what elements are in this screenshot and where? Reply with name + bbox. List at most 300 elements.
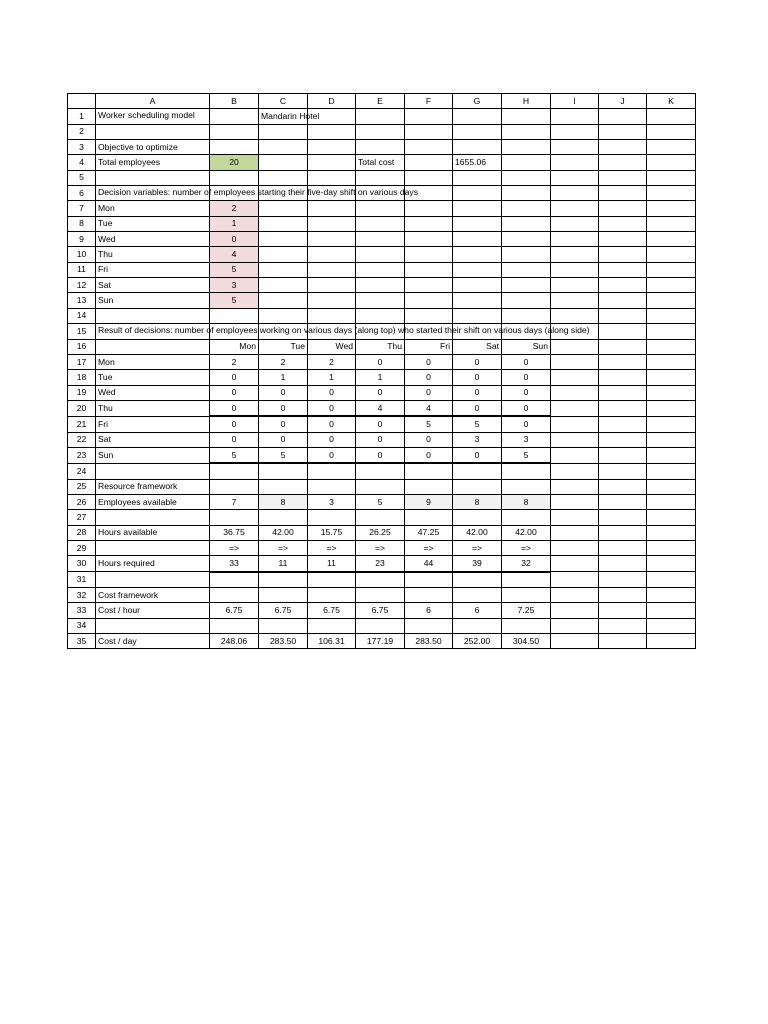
cell-i30[interactable]: [551, 556, 599, 572]
cell-i7[interactable]: [551, 201, 599, 216]
cell-i3[interactable]: [551, 140, 599, 155]
column-header-a[interactable]: A: [96, 94, 210, 109]
cell-i2[interactable]: [551, 124, 599, 139]
row-header[interactable]: 20: [68, 400, 96, 416]
cell-k33[interactable]: [647, 603, 696, 618]
cell-k28[interactable]: [647, 525, 696, 540]
cell-b1[interactable]: [210, 109, 259, 124]
cell-i21[interactable]: [551, 416, 599, 432]
cell-c8[interactable]: [259, 216, 308, 231]
cell-d4[interactable]: [308, 155, 356, 170]
cell-g4[interactable]: 1655.06: [453, 155, 502, 170]
cell-g33[interactable]: 6: [453, 603, 502, 618]
cell-a26[interactable]: Employees available: [96, 494, 210, 509]
cell-c9[interactable]: [259, 232, 308, 247]
cell-b7[interactable]: 2: [210, 201, 259, 216]
cell-h21[interactable]: 0: [502, 416, 551, 432]
cell-f4[interactable]: [405, 155, 453, 170]
cell-i16[interactable]: [551, 339, 599, 354]
cell-f29[interactable]: =>: [405, 540, 453, 555]
cell-f7[interactable]: [405, 201, 453, 216]
cell-h29[interactable]: =>: [502, 540, 551, 555]
cell-b33[interactable]: 6.75: [210, 603, 259, 618]
cell-a21[interactable]: Fri: [96, 416, 210, 432]
cell-h1[interactable]: [502, 109, 551, 124]
row-header[interactable]: 6: [68, 186, 96, 201]
cell-f33[interactable]: 6: [405, 603, 453, 618]
column-header-h[interactable]: H: [502, 94, 551, 109]
cell-k15[interactable]: [647, 324, 696, 339]
cell-j34[interactable]: [599, 618, 647, 633]
cell-b4[interactable]: 20: [210, 155, 259, 170]
cell-c1[interactable]: Mandarin Hotel: [259, 109, 308, 124]
cell-g23[interactable]: 0: [453, 447, 502, 463]
cell-e22[interactable]: 0: [356, 432, 405, 447]
cell-i26[interactable]: [551, 494, 599, 509]
cell-k18[interactable]: [647, 370, 696, 385]
cell-c24[interactable]: [259, 463, 308, 479]
cell-i31[interactable]: [551, 572, 599, 588]
cell-k16[interactable]: [647, 339, 696, 354]
cell-i27[interactable]: [551, 510, 599, 525]
cell-e27[interactable]: [356, 510, 405, 525]
cell-d24[interactable]: [308, 463, 356, 479]
cell-d14[interactable]: [308, 308, 356, 323]
cell-a3[interactable]: Objective to optimize: [96, 140, 210, 155]
cell-a30[interactable]: Hours required: [96, 556, 210, 572]
cell-b19[interactable]: 0: [210, 385, 259, 400]
cell-f30[interactable]: 44: [405, 556, 453, 572]
cell-h14[interactable]: [502, 308, 551, 323]
cell-j14[interactable]: [599, 308, 647, 323]
cell-b18[interactable]: 0: [210, 370, 259, 385]
cell-h11[interactable]: [502, 262, 551, 277]
column-header-k[interactable]: K: [647, 94, 696, 109]
cell-g34[interactable]: [453, 618, 502, 633]
cell-i14[interactable]: [551, 308, 599, 323]
cell-a12[interactable]: Sat: [96, 278, 210, 293]
cell-j19[interactable]: [599, 385, 647, 400]
cell-a27[interactable]: [96, 510, 210, 525]
cell-i34[interactable]: [551, 618, 599, 633]
cell-g13[interactable]: [453, 293, 502, 308]
row-header[interactable]: 27: [68, 510, 96, 525]
column-header-f[interactable]: F: [405, 94, 453, 109]
column-header-c[interactable]: C: [259, 94, 308, 109]
cell-a5[interactable]: [96, 170, 210, 185]
cell-k21[interactable]: [647, 416, 696, 432]
cell-k17[interactable]: [647, 354, 696, 369]
cell-i18[interactable]: [551, 370, 599, 385]
cell-d9[interactable]: [308, 232, 356, 247]
row-header[interactable]: 17: [68, 354, 96, 369]
cell-k25[interactable]: [647, 479, 696, 494]
cell-d8[interactable]: [308, 216, 356, 231]
cell-b32[interactable]: [210, 588, 259, 603]
cell-f9[interactable]: [405, 232, 453, 247]
column-header-j[interactable]: J: [599, 94, 647, 109]
cell-h26[interactable]: 8: [502, 494, 551, 509]
cell-b8[interactable]: 1: [210, 216, 259, 231]
cell-j9[interactable]: [599, 232, 647, 247]
column-header-e[interactable]: E: [356, 94, 405, 109]
cell-e28[interactable]: 26.25: [356, 525, 405, 540]
cell-e12[interactable]: [356, 278, 405, 293]
cell-k20[interactable]: [647, 400, 696, 416]
cell-b34[interactable]: [210, 618, 259, 633]
cell-d26[interactable]: 3: [308, 494, 356, 509]
cell-b21[interactable]: 0: [210, 416, 259, 432]
cell-i1[interactable]: [551, 109, 599, 124]
cell-f18[interactable]: 0: [405, 370, 453, 385]
cell-k9[interactable]: [647, 232, 696, 247]
cell-d2[interactable]: [308, 124, 356, 139]
cell-h22[interactable]: 3: [502, 432, 551, 447]
cell-h3[interactable]: [502, 140, 551, 155]
cell-a11[interactable]: Fri: [96, 262, 210, 277]
cell-k31[interactable]: [647, 572, 696, 588]
cell-h12[interactable]: [502, 278, 551, 293]
row-header[interactable]: 29: [68, 540, 96, 555]
cell-b11[interactable]: 5: [210, 262, 259, 277]
cell-c22[interactable]: 0: [259, 432, 308, 447]
row-header[interactable]: 22: [68, 432, 96, 447]
cell-f2[interactable]: [405, 124, 453, 139]
cell-a23[interactable]: Sun: [96, 447, 210, 463]
cell-d16[interactable]: Wed: [308, 339, 356, 354]
cell-a33[interactable]: Cost / hour: [96, 603, 210, 618]
cell-i23[interactable]: [551, 447, 599, 463]
cell-d30[interactable]: 11: [308, 556, 356, 572]
cell-e32[interactable]: [356, 588, 405, 603]
cell-j31[interactable]: [599, 572, 647, 588]
cell-i8[interactable]: [551, 216, 599, 231]
cell-f35[interactable]: 283.50: [405, 634, 453, 649]
cell-e5[interactable]: [356, 170, 405, 185]
cell-h28[interactable]: 42.00: [502, 525, 551, 540]
cell-k22[interactable]: [647, 432, 696, 447]
cell-h2[interactable]: [502, 124, 551, 139]
row-header[interactable]: 3: [68, 140, 96, 155]
cell-g3[interactable]: [453, 140, 502, 155]
cell-c13[interactable]: [259, 293, 308, 308]
cell-b27[interactable]: [210, 510, 259, 525]
cell-d33[interactable]: 6.75: [308, 603, 356, 618]
cell-k19[interactable]: [647, 385, 696, 400]
cell-g5[interactable]: [453, 170, 502, 185]
cell-g9[interactable]: [453, 232, 502, 247]
row-header[interactable]: 2: [68, 124, 96, 139]
cell-h9[interactable]: [502, 232, 551, 247]
cell-b12[interactable]: 3: [210, 278, 259, 293]
cell-i12[interactable]: [551, 278, 599, 293]
cell-j17[interactable]: [599, 354, 647, 369]
cell-e23[interactable]: 0: [356, 447, 405, 463]
cell-g29[interactable]: =>: [453, 540, 502, 555]
cell-a34[interactable]: [96, 618, 210, 633]
cell-k3[interactable]: [647, 140, 696, 155]
cell-d32[interactable]: [308, 588, 356, 603]
cell-j12[interactable]: [599, 278, 647, 293]
cell-j21[interactable]: [599, 416, 647, 432]
cell-b30[interactable]: 33: [210, 556, 259, 572]
cell-c32[interactable]: [259, 588, 308, 603]
cell-b29[interactable]: =>: [210, 540, 259, 555]
cell-d5[interactable]: [308, 170, 356, 185]
cell-g31[interactable]: [453, 572, 502, 588]
cell-e13[interactable]: [356, 293, 405, 308]
cell-d10[interactable]: [308, 247, 356, 262]
cell-j8[interactable]: [599, 216, 647, 231]
cell-i22[interactable]: [551, 432, 599, 447]
row-header[interactable]: 7: [68, 201, 96, 216]
cell-d28[interactable]: 15.75: [308, 525, 356, 540]
cell-j5[interactable]: [599, 170, 647, 185]
cell-e21[interactable]: 0: [356, 416, 405, 432]
cell-f10[interactable]: [405, 247, 453, 262]
cell-i6[interactable]: [551, 186, 599, 201]
cell-h5[interactable]: [502, 170, 551, 185]
cell-j25[interactable]: [599, 479, 647, 494]
cell-a13[interactable]: Sun: [96, 293, 210, 308]
cell-a22[interactable]: Sat: [96, 432, 210, 447]
cell-a17[interactable]: Mon: [96, 354, 210, 369]
cell-j7[interactable]: [599, 201, 647, 216]
cell-c14[interactable]: [259, 308, 308, 323]
cell-g2[interactable]: [453, 124, 502, 139]
cell-h25[interactable]: [502, 479, 551, 494]
cell-j1[interactable]: [599, 109, 647, 124]
cell-j13[interactable]: [599, 293, 647, 308]
cell-b35[interactable]: 248.06: [210, 634, 259, 649]
cell-k34[interactable]: [647, 618, 696, 633]
row-header[interactable]: 25: [68, 479, 96, 494]
cell-a20[interactable]: Thu: [96, 400, 210, 416]
cell-g17[interactable]: 0: [453, 354, 502, 369]
cell-i29[interactable]: [551, 540, 599, 555]
cell-b13[interactable]: 5: [210, 293, 259, 308]
cell-h23[interactable]: 5: [502, 447, 551, 463]
cell-b14[interactable]: [210, 308, 259, 323]
cell-f32[interactable]: [405, 588, 453, 603]
cell-h18[interactable]: 0: [502, 370, 551, 385]
cell-e33[interactable]: 6.75: [356, 603, 405, 618]
cell-f31[interactable]: [405, 572, 453, 588]
row-header[interactable]: 21: [68, 416, 96, 432]
cell-f1[interactable]: [405, 109, 453, 124]
cell-e11[interactable]: [356, 262, 405, 277]
cell-i35[interactable]: [551, 634, 599, 649]
cell-b9[interactable]: 0: [210, 232, 259, 247]
row-header[interactable]: 33: [68, 603, 96, 618]
cell-a28[interactable]: Hours available: [96, 525, 210, 540]
cell-e10[interactable]: [356, 247, 405, 262]
cell-j3[interactable]: [599, 140, 647, 155]
cell-a1[interactable]: [96, 109, 210, 124]
cell-j28[interactable]: [599, 525, 647, 540]
cell-j23[interactable]: [599, 447, 647, 463]
cell-d20[interactable]: 0: [308, 400, 356, 416]
cell-k23[interactable]: [647, 447, 696, 463]
cell-c20[interactable]: 0: [259, 400, 308, 416]
cell-g20[interactable]: 0: [453, 400, 502, 416]
cell-j2[interactable]: [599, 124, 647, 139]
row-header[interactable]: 13: [68, 293, 96, 308]
cell-a35[interactable]: Cost / day: [96, 634, 210, 649]
cell-i4[interactable]: [551, 155, 599, 170]
row-header[interactable]: 28: [68, 525, 96, 540]
cell-k35[interactable]: [647, 634, 696, 649]
cell-d35[interactable]: 106.31: [308, 634, 356, 649]
cell-f5[interactable]: [405, 170, 453, 185]
cell-h6[interactable]: [502, 186, 551, 201]
cell-c7[interactable]: [259, 201, 308, 216]
cell-a18[interactable]: Tue: [96, 370, 210, 385]
cell-d22[interactable]: 0: [308, 432, 356, 447]
cell-f34[interactable]: [405, 618, 453, 633]
cell-a15[interactable]: [96, 324, 590, 339]
cell-a6[interactable]: [96, 186, 419, 201]
cell-j26[interactable]: [599, 494, 647, 509]
cell-a32[interactable]: Cost framework: [96, 588, 210, 603]
cell-k13[interactable]: [647, 293, 696, 308]
cell-e16[interactable]: Thu: [356, 339, 405, 354]
cell-j27[interactable]: [599, 510, 647, 525]
column-header-d[interactable]: D: [308, 94, 356, 109]
cell-g27[interactable]: [453, 510, 502, 525]
cell-k4[interactable]: [647, 155, 696, 170]
cell-d7[interactable]: [308, 201, 356, 216]
cell-f22[interactable]: 0: [405, 432, 453, 447]
cell-i19[interactable]: [551, 385, 599, 400]
cell-d11[interactable]: [308, 262, 356, 277]
cell-e26[interactable]: 5: [356, 494, 405, 509]
cell-j29[interactable]: [599, 540, 647, 555]
cell-k14[interactable]: [647, 308, 696, 323]
cell-e3[interactable]: [356, 140, 405, 155]
cell-k29[interactable]: [647, 540, 696, 555]
cell-i25[interactable]: [551, 479, 599, 494]
cell-f13[interactable]: [405, 293, 453, 308]
cell-h13[interactable]: [502, 293, 551, 308]
cell-g12[interactable]: [453, 278, 502, 293]
cell-b2[interactable]: [210, 124, 259, 139]
cell-e18[interactable]: 1: [356, 370, 405, 385]
cell-k24[interactable]: [647, 463, 696, 479]
cell-b3[interactable]: [210, 140, 259, 155]
cell-g1[interactable]: [453, 109, 502, 124]
cell-h4[interactable]: [502, 155, 551, 170]
cell-e1[interactable]: [356, 109, 405, 124]
cell-j20[interactable]: [599, 400, 647, 416]
cell-i24[interactable]: [551, 463, 599, 479]
cell-j18[interactable]: [599, 370, 647, 385]
cell-f3[interactable]: [405, 140, 453, 155]
cell-b10[interactable]: 4: [210, 247, 259, 262]
cell-f23[interactable]: 0: [405, 447, 453, 463]
cell-d21[interactable]: 0: [308, 416, 356, 432]
cell-c17[interactable]: 2: [259, 354, 308, 369]
cell-b22[interactable]: 0: [210, 432, 259, 447]
cell-g16[interactable]: Sat: [453, 339, 502, 354]
cell-c25[interactable]: [259, 479, 308, 494]
cell-k1[interactable]: [647, 109, 696, 124]
cell-d27[interactable]: [308, 510, 356, 525]
cell-j11[interactable]: [599, 262, 647, 277]
cell-f20[interactable]: 4: [405, 400, 453, 416]
cell-g18[interactable]: 0: [453, 370, 502, 385]
cell-f8[interactable]: [405, 216, 453, 231]
cell-i10[interactable]: [551, 247, 599, 262]
cell-i28[interactable]: [551, 525, 599, 540]
column-header-b[interactable]: B: [210, 94, 259, 109]
cell-g7[interactable]: [453, 201, 502, 216]
cell-e14[interactable]: [356, 308, 405, 323]
row-header[interactable]: 4: [68, 155, 96, 170]
cell-i17[interactable]: [551, 354, 599, 369]
cell-d31[interactable]: [308, 572, 356, 588]
cell-i33[interactable]: [551, 603, 599, 618]
cell-b28[interactable]: 36.75: [210, 525, 259, 540]
cell-b20[interactable]: 0: [210, 400, 259, 416]
cell-a25[interactable]: Resource framework: [96, 479, 210, 494]
cell-k5[interactable]: [647, 170, 696, 185]
cell-c12[interactable]: [259, 278, 308, 293]
cell-j4[interactable]: [599, 155, 647, 170]
cell-h19[interactable]: 0: [502, 385, 551, 400]
row-header[interactable]: 15: [68, 324, 96, 339]
cell-e25[interactable]: [356, 479, 405, 494]
cell-g35[interactable]: 252.00: [453, 634, 502, 649]
row-header[interactable]: 32: [68, 588, 96, 603]
cell-h35[interactable]: 304.50: [502, 634, 551, 649]
cell-d29[interactable]: =>: [308, 540, 356, 555]
cell-j32[interactable]: [599, 588, 647, 603]
cell-b26[interactable]: 7: [210, 494, 259, 509]
cell-c18[interactable]: 1: [259, 370, 308, 385]
cell-f21[interactable]: 5: [405, 416, 453, 432]
cell-g28[interactable]: 42.00: [453, 525, 502, 540]
cell-k8[interactable]: [647, 216, 696, 231]
cell-d17[interactable]: 2: [308, 354, 356, 369]
row-header[interactable]: 11: [68, 262, 96, 277]
cell-d18[interactable]: 1: [308, 370, 356, 385]
cell-c10[interactable]: [259, 247, 308, 262]
cell-a2[interactable]: [96, 124, 210, 139]
cell-c19[interactable]: 0: [259, 385, 308, 400]
column-header-g[interactable]: G: [453, 94, 502, 109]
cell-a29[interactable]: [96, 540, 210, 555]
row-header[interactable]: 24: [68, 463, 96, 479]
cell-g11[interactable]: [453, 262, 502, 277]
cell-e4[interactable]: Total cost: [356, 155, 405, 170]
cell-g26[interactable]: 8: [453, 494, 502, 509]
cell-c33[interactable]: 6.75: [259, 603, 308, 618]
cell-c28[interactable]: 42.00: [259, 525, 308, 540]
cell-h24[interactable]: [502, 463, 551, 479]
cell-e31[interactable]: [356, 572, 405, 588]
cell-j22[interactable]: [599, 432, 647, 447]
cell-f17[interactable]: 0: [405, 354, 453, 369]
cell-a19[interactable]: Wed: [96, 385, 210, 400]
row-header[interactable]: 1: [68, 109, 96, 124]
cell-e9[interactable]: [356, 232, 405, 247]
cell-e35[interactable]: 177.19: [356, 634, 405, 649]
cell-e8[interactable]: [356, 216, 405, 231]
cell-c27[interactable]: [259, 510, 308, 525]
cell-k10[interactable]: [647, 247, 696, 262]
cell-i5[interactable]: [551, 170, 599, 185]
